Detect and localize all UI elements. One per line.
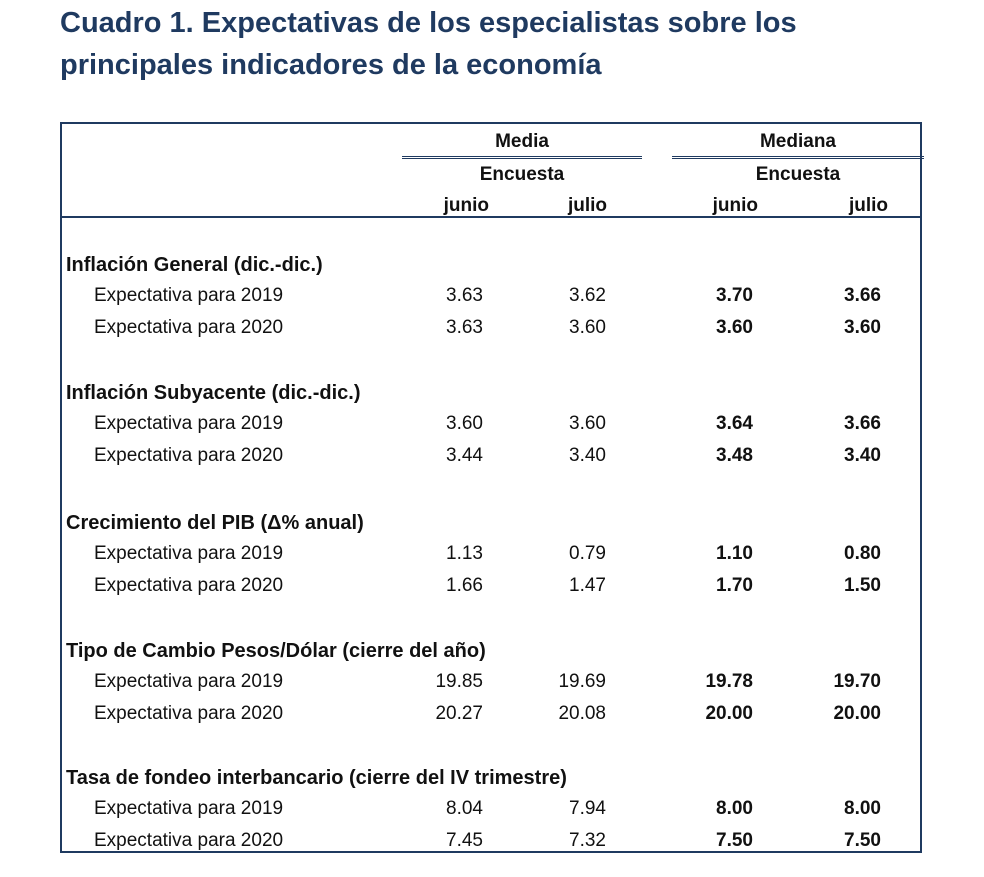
mediana-junio-value: 20.00 — [705, 703, 753, 724]
media-junio-value: 3.63 — [446, 317, 483, 338]
col-header-media-julio: julio — [567, 195, 607, 216]
row-label: Expectativa para 2020 — [94, 575, 284, 596]
media-junio-value: 3.44 — [446, 445, 483, 466]
mediana-julio-value: 8.00 — [844, 798, 881, 819]
document-title — [60, 2, 890, 86]
col-header-mediana-julio: julio — [848, 195, 888, 216]
header-separator — [62, 216, 920, 218]
mediana-junio-value: 1.70 — [716, 575, 753, 596]
table-row — [62, 280, 920, 312]
mediana-junio-value: 1.10 — [716, 543, 753, 564]
table-row — [62, 538, 920, 570]
media-junio-value: 19.85 — [435, 671, 483, 692]
row-label: Expectativa para 2020 — [94, 703, 284, 724]
mediana-julio-value: 19.70 — [833, 671, 881, 692]
section-title: Tipo de Cambio Pesos/Dólar (cierre del año) — [66, 640, 486, 662]
section-title: Inflación Subyacente (dic.-dic.) — [66, 382, 361, 404]
media-junio-value: 1.66 — [446, 575, 483, 596]
media-julio-value: 19.69 — [558, 671, 606, 692]
media-encuesta-label: Encuesta — [479, 164, 565, 185]
mediana-junio-value: 19.78 — [705, 671, 753, 692]
table-row — [62, 825, 920, 857]
table-row — [62, 793, 920, 825]
row-label: Expectativa para 2019 — [94, 543, 284, 564]
mediana-junio-value: 3.48 — [716, 445, 753, 466]
media-julio-value: 3.60 — [569, 317, 606, 338]
mediana-julio-value: 20.00 — [833, 703, 881, 724]
mediana-julio-value: 0.80 — [844, 543, 881, 564]
title-line-1: Cuadro 1. Expectativas de los especialistas sobre los — [60, 7, 797, 39]
media-junio-value: 8.04 — [446, 798, 483, 819]
mediana-junio-value: 3.60 — [716, 317, 753, 338]
media-junio-value: 3.60 — [446, 413, 483, 434]
media-julio-value: 3.60 — [569, 413, 606, 434]
mediana-julio-value: 1.50 — [844, 575, 881, 596]
media-julio-value: 7.94 — [569, 798, 606, 819]
media-julio-value: 1.47 — [569, 575, 606, 596]
mediana-header-rule — [672, 156, 924, 159]
media-header-rule — [402, 156, 642, 159]
mediana-junio-value: 3.64 — [716, 413, 753, 434]
mediana-julio-value: 3.40 — [844, 445, 881, 466]
title-line-2: principales indicadores de la economía — [60, 49, 602, 81]
media-julio-value: 7.32 — [569, 830, 606, 851]
table-row — [62, 698, 920, 730]
row-label: Expectativa para 2019 — [94, 413, 284, 434]
row-label: Expectativa para 2019 — [94, 285, 284, 306]
section-title: Crecimiento del PIB (Δ% anual) — [66, 512, 364, 534]
table-row — [62, 408, 920, 440]
mediana-junio-value: 7.50 — [716, 830, 753, 851]
media-julio-value: 3.40 — [569, 445, 606, 466]
mediana-julio-value: 3.60 — [844, 317, 881, 338]
mediana-junio-value: 8.00 — [716, 798, 753, 819]
mediana-junio-value: 3.70 — [716, 285, 753, 306]
section-title: Inflación General (dic.-dic.) — [66, 254, 323, 276]
media-junio-value: 7.45 — [446, 830, 483, 851]
media-junio-value: 20.27 — [435, 703, 483, 724]
mediana-julio-value: 7.50 — [844, 830, 881, 851]
row-label: Expectativa para 2020 — [94, 317, 284, 338]
col-header-mediana-junio: junio — [712, 195, 758, 216]
mediana-encuesta-label: Encuesta — [755, 164, 841, 185]
section-title: Tasa de fondeo interbancario (cierre del IV trimestre) — [66, 767, 567, 789]
mediana-julio-value: 3.66 — [844, 285, 881, 306]
mediana-julio-value: 3.66 — [844, 413, 881, 434]
row-label: Expectativa para 2020 — [94, 445, 284, 466]
media-julio-value: 20.08 — [558, 703, 606, 724]
col-header-media-junio: junio — [443, 195, 489, 216]
mediana-header: Mediana — [759, 131, 837, 152]
table-row — [62, 666, 920, 698]
expectations-table — [60, 122, 922, 853]
table-row — [62, 570, 920, 602]
row-label: Expectativa para 2019 — [94, 671, 284, 692]
table-row — [62, 440, 920, 472]
media-julio-value: 0.79 — [569, 543, 606, 564]
media-header: Media — [495, 131, 549, 152]
table-row — [62, 312, 920, 344]
row-label: Expectativa para 2020 — [94, 830, 284, 851]
row-label: Expectativa para 2019 — [94, 798, 284, 819]
media-junio-value: 1.13 — [446, 543, 483, 564]
media-junio-value: 3.63 — [446, 285, 483, 306]
media-julio-value: 3.62 — [569, 285, 606, 306]
